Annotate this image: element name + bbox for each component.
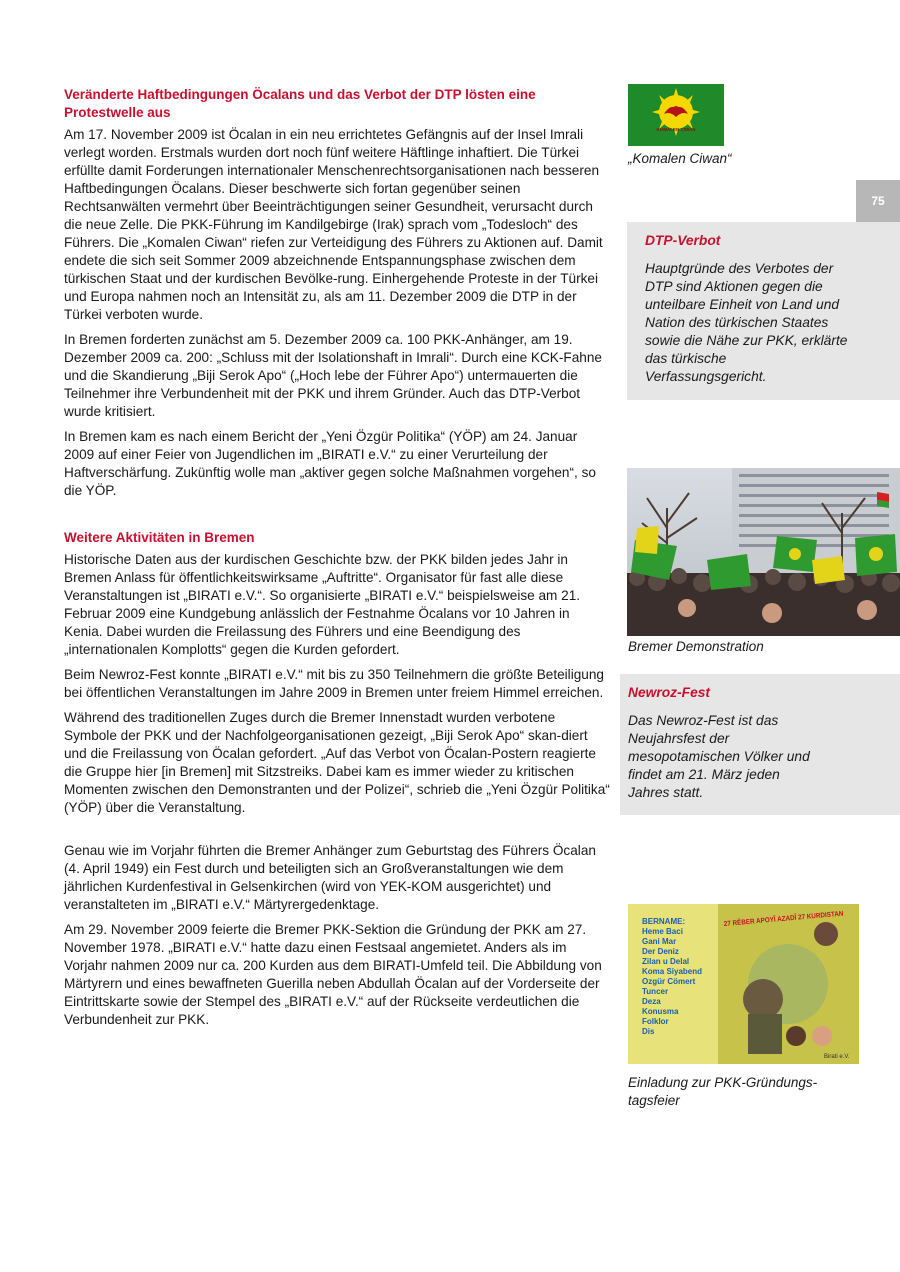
main-column (64, 86, 610, 1036)
invitation-slogan: 27 RÊBER APOYÎ AZADÎ 27 KURDISTAN (723, 909, 857, 928)
section1-paragraph: In Bremen kam es nach einem Bericht der „Yeni Özgür Politika“ (YÖP) am 24. Januar 2009 auf einer Feier von Jugendlichen im „BIRATI e.V.“ zu einer Verurteilung der Haftverschärfung. Zukünftig wolle man „aktiver gegen solche Maßnahmen vorgehen“, so die YÖP. (64, 429, 596, 498)
invitation-caption: Einladung zur PKK-Gründungs-tagsfeier (628, 1075, 818, 1108)
invitation-footer: Birati e.V. (824, 1054, 850, 1060)
invitation-name: Zilan u Delal (642, 957, 690, 966)
invitation-card-icon (628, 904, 859, 1064)
flag-lettering: KOMALEN CIWAN (656, 127, 696, 132)
invitation-name: Der Deniz (642, 947, 679, 956)
spacer (64, 824, 610, 842)
section2-paragraph: Historische Daten aus der kurdischen Geschichte bzw. der PKK bilden jedes Jahr in Bremen Anlass für öffentlichkeitswirksame „Auftritte“. Organisator für fast alle diese Veranstaltungen ist „BIRATI e.V.“. So organisierte „BIRATI e.V.“ beispielsweise am 21. Februar 2009 eine Kundgebung anlässlich der Festnahme Öcalans vor 10 Jahren in Kenia. Dabei wurden die Freilassung des Führers und eine Beendigung des „internationalen Komplotts“ gegen die Kurden gefordert. (64, 552, 581, 657)
newroz-fest-text: Das Newroz-Fest ist das Neujahrsfest der mesopotamischen Völker und findet am 21. März jeden Jahres statt. (628, 713, 810, 800)
section2-paragraph: Genau wie im Vorjahr führten die Bremer Anhänger zum Geburtstag des Führers Öcalan (4. April 1949) ein Fest durch und beteiligten sich an Großveranstaltungen wie dem jährlichen Kurdenfestival in Gelsenkirchen (wird von YEK-KOM ausgerichtet) und veranstalteten im „BIRATI e.V.“ Märtyrergedenktage. (64, 843, 596, 912)
bremen-demonstration-photo (627, 468, 900, 636)
invitation-name: Ozgür Cömert (642, 977, 696, 986)
demonstration-caption: Bremer Demonstration (628, 639, 764, 654)
page-number: 75 (856, 180, 900, 222)
spacer (64, 507, 610, 529)
section2-heading: Weitere Aktivitäten in Bremen (64, 530, 255, 545)
dtp-verbot-title: DTP-Verbot (645, 233, 721, 248)
newroz-fest-infobox (620, 674, 900, 815)
section2-paragraph: Am 29. November 2009 feierte die Bremer PKK-Sektion die Gründung der PKK am 27. November 1978. „BIRATI e.V.“ hatte dazu einen Festsaal angemietet. Anders als im Vorjahr nahmen 2009 nur ca. 200 Kurden aus dem BIRATI-Umfeld teil. Die Abbildung von Märtyrern und eines bewaffneten Guerilla neben Abdullah Öcalan auf der Vorderseite der Eintrittskarte sowie der Stempel des „BIRATI e.V.“ auf der Rückseite verdeutlichen die Verbundenheit zur PKK. (64, 922, 602, 1027)
dtp-verbot-text: Hauptgründe des Verbotes der DTP sind Aktionen gegen die unteilbare Einheit von Land und Nation des türkischen Staates sowie die Nähe zur PKK, erklärte das türkische Verfassungsgericht. (645, 261, 848, 384)
invitation-name: Koma Siyabend (642, 967, 703, 976)
newroz-fest-title: Newroz-Fest (628, 685, 711, 700)
pkk-invitation-card-image (628, 904, 859, 1064)
flag-emblem-icon (628, 84, 724, 146)
invitation-name: Folklor (642, 1017, 669, 1026)
komalen-ciwan-flag-image (628, 84, 724, 146)
dtp-verbot-infobox (627, 222, 900, 400)
invitation-name: Konusma (642, 1007, 679, 1016)
section2-paragraph: Während des traditionellen Zuges durch die Bremer Innenstadt wurden verbotene Symbole der PKK und der Nachfolgeorganisationen gezeigt, „Biji Serok Apo“ skan-diert und die Freilassung von Öcalan gefordert. „Auf das Verbot von Öcalan-Postern reagierte die Gruppe hier [in Bremen] mit Sitzstreiks. Dabei kam es immer wieder zu kritischen Momenten zwischen den Demonstranten und der Polizei“, schrieb die „Yeni Özgür Politika“ (YÖP) über die Veranstaltung. (64, 710, 610, 815)
invitation-name: Dis (642, 1027, 655, 1036)
section1-paragraph: In Bremen forderten zunächst am 5. Dezember 2009 ca. 100 PKK-Anhänger, am 19. Dezember 2009 ca. 200: „Schluss mit der Isolationshaft in Imrali“. Durch eine KCK-Fahne und die Skandierung „Biji Serok Apo“ („Hoch lebe der Führer Apo“) untermauerten die Teilnehmer ihre Verbundenheit mit der PKK und ihrem Gründer. Auch das DTP-Verbot wurde kritisiert. (64, 332, 602, 419)
flag-caption: „Komalen Ciwan“ (628, 151, 732, 166)
section1-heading: Veränderte Haftbedingungen Öcalans und das Verbot der DTP lösten eine Protestwelle aus (64, 87, 536, 120)
invitation-name: Tuncer (642, 987, 669, 996)
demonstration-scene-icon (627, 468, 900, 636)
section1-paragraph: Am 17. November 2009 ist Öcalan in ein neu errichtetes Gefängnis auf der Insel Imrali verlegt worden. Erstmals wurden dort noch fünf weitere Häftlinge inhaftiert. Die Türkei erfüllte damit Forderungen internationaler Menschenrechtsorganisationen nach besseren Haftbedingungen Öcalans. Dieser beschwerte sich fortan gegenüber seinen Rechtsanwälten vermehrt über Beeinträchtigungen seiner Gesundheit, verursacht durch die neue Zelle. Die PKK-Führung im Kandilgebirge (Irak) sprach vom „Todesloch“ des Führers. Die „Komalen Ciwan“ riefen zur Verteidigung des Führers zu Aktionen auf. Damit endete die sich seit Sommer 2009 abzeichnende Entspannungsphase zwischen dem türkischen Staat und der kurdischen Bevölke-rung. Einhergehende Proteste in der Türkei und Europa nahmen noch an Intensität zu, als am 11. Dezember 2009 die DTP in der Türkei verboten wurde. (64, 127, 603, 322)
section2-paragraph: Beim Newroz-Fest konnte „BIRATI e.V.“ mit bis zu 350 Teilnehmern die größte Beteiligung bei öffentlichen Veranstaltungen im Jahre 2009 in Bremen unter freiem Himmel erreichen. (64, 667, 604, 700)
invitation-names-header: BERNAME: (642, 917, 686, 926)
invitation-name: Deza (642, 997, 661, 1006)
invitation-name: Heme Baci (642, 927, 683, 936)
invitation-name: Gani Mar (642, 937, 677, 946)
